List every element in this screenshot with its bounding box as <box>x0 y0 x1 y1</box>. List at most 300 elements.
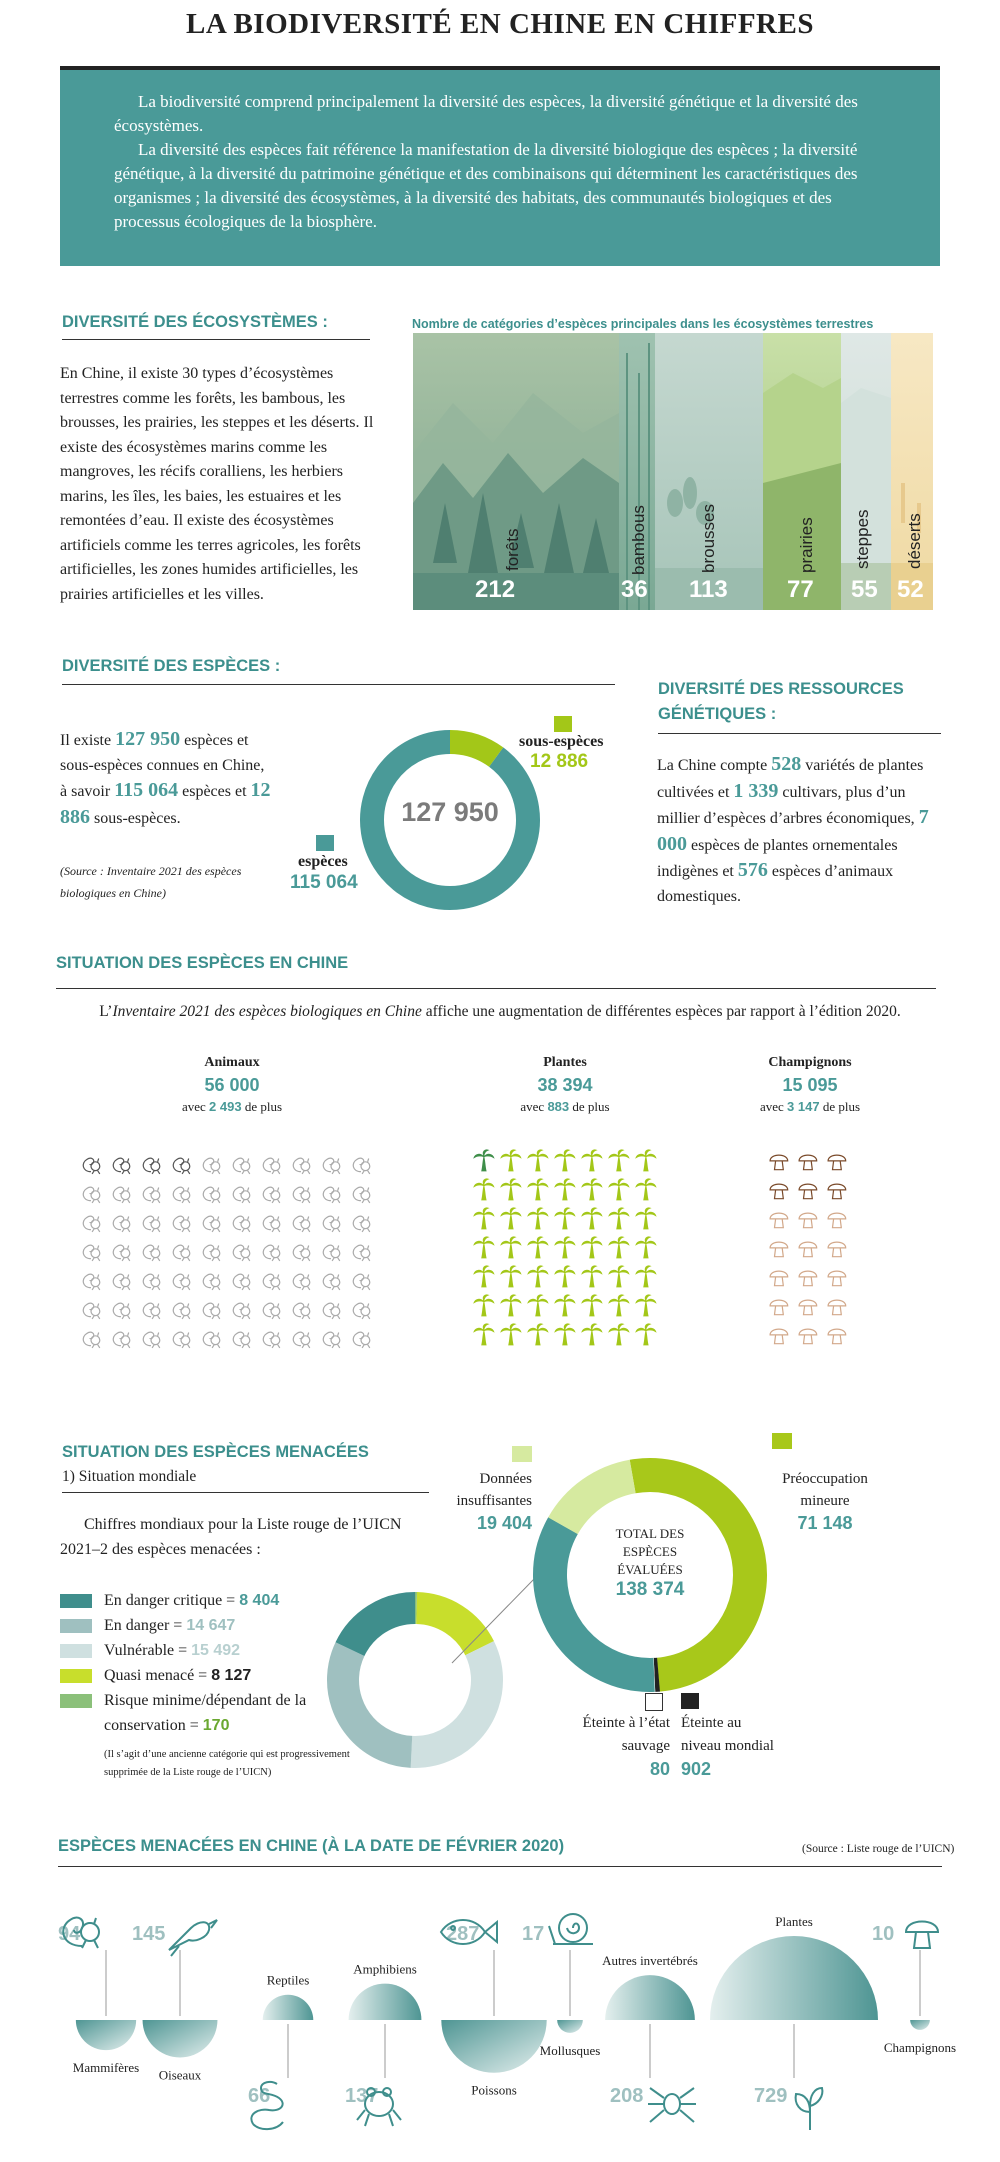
palm-tree-icon <box>582 1237 602 1258</box>
squirrel-icon <box>233 1187 250 1203</box>
squirrel-icon <box>323 1245 340 1261</box>
group-animaux-total: 56 000 <box>204 1075 260 1095</box>
palm-tree-icon <box>609 1295 629 1316</box>
squirrel-icon <box>263 1158 280 1174</box>
value-label-6: 208 <box>610 2085 644 2107</box>
palm-tree-icon <box>609 1237 629 1258</box>
squirrel-icon <box>293 1187 310 1203</box>
snail-icon <box>549 1914 593 1944</box>
palm-tree-icon <box>636 1295 656 1316</box>
squirrel-icon <box>143 1332 160 1348</box>
palm-tree-icon <box>555 1324 575 1345</box>
legend-row-quasi <box>60 1663 360 1688</box>
squirrel-icon <box>353 1303 370 1319</box>
squirrel-icon <box>203 1332 220 1348</box>
label-preoccupation-2: mineure <box>800 1493 850 1509</box>
squirrel-icon <box>353 1332 370 1348</box>
palm-tree-icon <box>636 1150 656 1171</box>
squirrel-icon <box>293 1216 310 1232</box>
squirrel-icon <box>113 1216 130 1232</box>
mushroom-icon <box>828 1213 846 1228</box>
squirrel-icon <box>203 1158 220 1174</box>
palm-tree-icon <box>528 1324 548 1345</box>
label-eteinte-sauvage-2: sauvage <box>621 1738 670 1754</box>
squirrel-icon <box>203 1245 220 1261</box>
genetic-number-4: 576 <box>737 859 768 881</box>
squirrel-icon <box>143 1216 160 1232</box>
category-label-7: Plantes <box>775 1914 813 1929</box>
palm-tree-icon <box>528 1266 548 1287</box>
group-animaux <box>177 1055 287 1115</box>
bar-value-prairies: 77 <box>787 576 814 603</box>
palm-tree-icon <box>582 1179 602 1200</box>
bar-brousses <box>655 333 763 610</box>
value-label-7: 729 <box>754 2085 788 2107</box>
situation-heading: SITUATION DES ESPÈCES EN CHINE <box>56 954 349 972</box>
bar-value-bambous: 36 <box>621 576 648 603</box>
palm-tree-icon <box>528 1237 548 1258</box>
label-donnees <box>400 1468 532 1534</box>
group-animaux-post: de plus <box>241 1099 283 1114</box>
squirrel-icon <box>83 1332 100 1348</box>
squirrel-icon <box>293 1303 310 1319</box>
legend-row-critique <box>60 1588 360 1613</box>
china-heading: ESPÈCES MENACÉES EN CHINE (À LA DATE DE FÉVRIER 2020) <box>58 1837 565 1855</box>
legend-especes-label: espèces <box>298 853 348 870</box>
squirrel-icon <box>203 1274 220 1290</box>
squirrel-icon <box>323 1187 340 1203</box>
legend-value-danger: 14 647 <box>186 1617 236 1634</box>
squirrel-icon <box>113 1274 130 1290</box>
bar-label-forets: forêts <box>503 528 522 571</box>
species-heading: DIVERSITÉ DES ESPÈCES : <box>62 657 281 675</box>
group-champignons-plus: 3 147 <box>787 1099 820 1114</box>
palm-tree-icon <box>501 1324 521 1345</box>
label-eteinte-sauvage <box>555 1712 670 1781</box>
mushroom-icon <box>828 1271 846 1286</box>
fungi-icon-grid <box>765 1145 865 1355</box>
category-label-5: Mollusques <box>539 2042 601 2058</box>
species-text-2: espèces et sous-espèces connues en Chine, à savoir <box>60 732 265 800</box>
squirrel-icon <box>353 1187 370 1203</box>
palm-tree-icon <box>528 1295 548 1316</box>
mushroom-icon <box>770 1242 788 1257</box>
center-total: 138 374 <box>615 1579 685 1600</box>
squirrel-icon <box>323 1274 340 1290</box>
squirrel-icon <box>323 1158 340 1174</box>
category-label-4: Poissons <box>471 2082 517 2098</box>
legend-swatch-danger <box>60 1619 92 1633</box>
half-circle-5 <box>557 2020 583 2033</box>
species-text <box>60 727 275 831</box>
squirrel-icon <box>263 1245 280 1261</box>
palm-tree-icon <box>555 1295 575 1316</box>
palm-tree-icon <box>501 1208 521 1229</box>
intro-box <box>60 70 940 266</box>
squirrel-icon <box>113 1158 130 1174</box>
mushroom-icon <box>828 1242 846 1257</box>
genetic-number-3: 7 000 <box>657 806 929 855</box>
sprout-icon <box>796 2088 823 2130</box>
palm-tree-icon <box>582 1295 602 1316</box>
value-preoccupation: 71 148 <box>797 1513 853 1533</box>
palm-tree-icon <box>501 1179 521 1200</box>
group-plantes-post: de plus <box>569 1099 610 1114</box>
group-champignons-total: 15 095 <box>782 1075 838 1095</box>
legend-sous-especes-label: sous-espèces <box>519 733 604 750</box>
mushroom-icon <box>770 1184 788 1199</box>
palm-tree-icon <box>474 1179 494 1200</box>
animals-icon-grid <box>70 1145 390 1355</box>
species-number: 115 064 <box>114 779 179 801</box>
squirrel-icon <box>203 1216 220 1232</box>
squirrel-icon <box>173 1303 190 1319</box>
threatened-sub: 1) Situation mondiale <box>62 1468 197 1485</box>
half-circle-2 <box>263 1995 314 2020</box>
genetic-heading-2: GÉNÉTIQUES : <box>658 705 777 723</box>
squirrel-icon <box>353 1274 370 1290</box>
palm-tree-icon <box>501 1237 521 1258</box>
squirrel-icon <box>83 1303 100 1319</box>
genetic-heading-1: DIVERSITÉ DES RESSOURCES <box>658 680 904 698</box>
intro-paragraph-2: La diversité des espèces fait référence la manifestation de la diversité biologique des espèces ; la diversité génétique, à la diversité du patrimoine génétique et des combinaisons qui déterminent les caractéristiques des organismes ; la diversité des écosystèmes, à la diversité des habitats, des communautés biologiques et des processus écologiques de la biosphère. <box>114 140 858 231</box>
palm-tree-icon <box>528 1179 548 1200</box>
ecosystem-chart <box>413 333 933 610</box>
mushroom-icon <box>828 1300 846 1315</box>
group-animaux-pre: avec <box>181 1099 210 1114</box>
bar-label-steppes: steppes <box>853 509 872 569</box>
squirrel-icon <box>233 1158 250 1174</box>
squirrel-icon <box>203 1303 220 1319</box>
squirrel-icon <box>113 1245 130 1261</box>
squirrel-icon <box>173 1216 190 1232</box>
half-circle-7 <box>710 1936 878 2020</box>
mushroom-icon <box>828 1155 846 1170</box>
squirrel-icon <box>143 1187 160 1203</box>
squirrel-icon <box>173 1274 190 1290</box>
legend-label-critique: En danger critique = <box>104 1592 240 1609</box>
legend-label-quasi: Quasi menacé = <box>104 1667 212 1684</box>
value-label-4: 287 <box>446 1923 480 1945</box>
squirrel-icon <box>263 1274 280 1290</box>
label-donnees-1: Données <box>479 1471 532 1487</box>
squirrel-icon <box>143 1274 160 1290</box>
threatened-legend <box>60 1588 360 1738</box>
swatch-eteinte-sauvage <box>645 1693 663 1711</box>
squirrel-icon <box>113 1187 130 1203</box>
group-plantes-total: 38 394 <box>537 1075 593 1095</box>
group-champignons-name: Champignons <box>768 1055 852 1070</box>
threatened-note: (Il s’agit d’une ancienne catégorie qui est progressivement supprimée de la Liste rouge de l’UICN) <box>104 1749 350 1778</box>
mushroom-icon <box>906 1922 938 1949</box>
half-circle-4 <box>441 2020 546 2073</box>
squirrel-icon <box>353 1216 370 1232</box>
big-donut-center <box>595 1525 705 1599</box>
palm-tree-icon <box>636 1266 656 1287</box>
squirrel-icon <box>83 1274 100 1290</box>
legend-value-minime: 170 <box>202 1717 230 1734</box>
squirrel-icon <box>233 1274 250 1290</box>
swatch-preoccupation <box>772 1433 792 1449</box>
legend-label-minime: Risque minime/dépendant de la conservation = <box>104 1692 307 1734</box>
legend-swatch-minime <box>60 1694 92 1708</box>
palm-tree-icon <box>636 1324 656 1345</box>
squirrel-icon <box>143 1245 160 1261</box>
palm-tree-icon <box>609 1150 629 1171</box>
value-label-2: 66 <box>248 2085 271 2107</box>
center-line-2: ESPÈCES <box>622 1544 678 1559</box>
threatened-heading: SITUATION DES ESPÈCES MENACÉES <box>62 1443 369 1461</box>
palm-tree-icon <box>609 1266 629 1287</box>
palm-tree-icon <box>528 1150 548 1171</box>
bar-forets <box>413 333 619 610</box>
bar-label-brousses: brousses <box>699 504 718 573</box>
palm-tree-icon <box>555 1208 575 1229</box>
palm-tree-icon <box>528 1208 548 1229</box>
genetic-text-3: cultivars, plus d’un millier d’espèces d’arbres économiques, <box>657 783 919 827</box>
group-plantes <box>510 1055 620 1115</box>
species-rule <box>62 684 615 685</box>
category-label-2: Reptiles <box>266 1972 310 1988</box>
half-circle-6 <box>605 1975 695 2020</box>
threatened-intro: Chiffres mondiaux pour la Liste rouge de l’UICN 2021–2 des espèces menacées : <box>60 1516 402 1558</box>
label-eteinte-sauvage-1: Éteinte à l’état <box>582 1715 670 1731</box>
squirrel-icon <box>173 1158 190 1174</box>
bar-label-deserts: déserts <box>905 513 924 569</box>
palm-tree-icon <box>474 1266 494 1287</box>
mushroom-icon <box>799 1155 817 1170</box>
mushroom-icon <box>799 1300 817 1315</box>
label-eteinte-mondial <box>681 1712 821 1781</box>
label-eteinte-mondial-1: Éteinte au <box>681 1715 742 1731</box>
genetic-text-2: variétés de plantes cultivées et <box>657 757 924 801</box>
situation-sub-italic: Inventaire 2021 des espèces biologiques en Chine <box>112 1003 422 1020</box>
mushroom-icon <box>770 1329 788 1344</box>
legend-especes-swatch <box>316 835 334 851</box>
palm-tree-icon <box>555 1266 575 1287</box>
genetic-text-1: La Chine compte <box>657 757 772 774</box>
bar-deserts <box>891 333 933 610</box>
squirrel-icon <box>233 1245 250 1261</box>
subspecies-number: 12 886 <box>60 779 271 828</box>
donut-center-total: 127 950 <box>401 797 499 827</box>
ecosystems-heading: DIVERSITÉ DES ÉCOSYSTÈMES : <box>62 313 328 331</box>
intro-paragraph-1: La biodiversité comprend principalement la diversité des espèces, la diversité génétique et la diversité des écosystèmes. <box>114 92 858 135</box>
legend-sous-especes-value: 12 886 <box>530 751 589 772</box>
mushroom-icon <box>828 1184 846 1199</box>
value-label-8: 10 <box>872 1923 895 1945</box>
species-text-1: Il existe <box>60 732 116 749</box>
palm-tree-icon <box>474 1150 494 1171</box>
situation-sub-pre: L’ <box>99 1003 113 1020</box>
mushroom-icon <box>770 1213 788 1228</box>
squirrel-icon <box>143 1158 160 1174</box>
spider-icon <box>648 2088 696 2122</box>
squirrel-icon <box>263 1332 280 1348</box>
squirrel-icon <box>293 1158 310 1174</box>
bird-icon <box>169 1920 217 1956</box>
palm-tree-icon <box>609 1179 629 1200</box>
squirrel-icon <box>173 1332 190 1348</box>
species-text-3: espèces et <box>178 783 251 800</box>
ecosystems-rule <box>62 339 370 340</box>
plants-icon-grid <box>470 1145 670 1355</box>
squirrel-icon <box>83 1216 100 1232</box>
value-label-5: 17 <box>522 1923 545 1945</box>
palm-tree-icon <box>636 1237 656 1258</box>
squirrel-icon <box>83 1245 100 1261</box>
situation-sub-post: affiche une augmentation de différentes espèces par rapport à l’édition 2020. <box>421 1003 901 1020</box>
group-champignons-post: de plus <box>819 1099 861 1114</box>
palm-tree-icon <box>609 1208 629 1229</box>
bar-steppes <box>841 333 891 610</box>
threatened-rule <box>62 1492 429 1493</box>
label-eteinte-mondial-2: niveau mondial <box>681 1738 774 1754</box>
value-label-0: 94 <box>58 1923 81 1945</box>
category-label-1: Oiseaux <box>158 2067 202 2083</box>
squirrel-icon <box>233 1216 250 1232</box>
genetic-text-4: espèces de plantes ornementales indigènes et <box>657 836 898 880</box>
mushroom-icon <box>770 1271 788 1286</box>
mushroom-icon <box>799 1242 817 1257</box>
legend-swatch-quasi <box>60 1669 92 1683</box>
value-label-3: 137 <box>345 2085 379 2107</box>
palm-tree-icon <box>555 1237 575 1258</box>
group-animaux-name: Animaux <box>204 1055 260 1070</box>
genetic-text <box>657 752 942 909</box>
legend-label-vulnerable: Vulnérable = <box>104 1642 192 1659</box>
bar-bambous <box>619 333 655 610</box>
label-preoccupation-1: Préoccupation <box>782 1471 868 1487</box>
palm-tree-icon <box>636 1179 656 1200</box>
bar-label-prairies: prairies <box>797 517 816 573</box>
genetic-number-1: 528 <box>771 753 802 775</box>
group-plantes-name: Plantes <box>543 1055 587 1070</box>
mushroom-icon <box>799 1213 817 1228</box>
mushroom-icon <box>799 1184 817 1199</box>
bar-value-steppes: 55 <box>851 576 878 603</box>
palm-tree-icon <box>474 1295 494 1316</box>
squirrel-icon <box>83 1187 100 1203</box>
label-preoccupation <box>750 1468 900 1534</box>
genetic-number-2: 1 339 <box>733 779 779 802</box>
species-source: (Source : Inventaire 2021 des espèces biologiques en Chine) <box>60 864 242 900</box>
page-title: LA BIODIVERSITÉ EN CHINE EN CHIFFRES <box>186 8 814 40</box>
china-rule <box>58 1866 942 1867</box>
value-eteinte-mondial: 902 <box>681 1759 712 1779</box>
palm-tree-icon <box>474 1324 494 1345</box>
palm-tree-icon <box>555 1179 575 1200</box>
mushroom-icon <box>799 1329 817 1344</box>
squirrel-icon <box>233 1303 250 1319</box>
legend-value-quasi: 8 127 <box>211 1667 252 1684</box>
palm-tree-icon <box>582 1150 602 1171</box>
palm-tree-icon <box>474 1237 494 1258</box>
palm-tree-icon <box>582 1208 602 1229</box>
squirrel-icon <box>323 1216 340 1232</box>
squirrel-icon <box>263 1187 280 1203</box>
mushroom-icon <box>799 1271 817 1286</box>
center-line-3: ÉVALUÉES <box>617 1562 683 1577</box>
palm-tree-icon <box>474 1208 494 1229</box>
squirrel-icon <box>113 1332 130 1348</box>
legend-value-vulnerable: 15 492 <box>191 1642 241 1659</box>
ecosystems-text: En Chine, il existe 30 types d’écosystèmes terrestres comme les forêts, les bambous, les brousses, les prairies, les steppes et les déserts. Il existe des écosystèmes marins comme les mangroves, les récifs coralliens, les herbiers marins, les îles, les baies, les estuaires et les remontées d’eau. Il existe des écosystèmes artificiels comme les terres agricoles, les forêts artificielles, les zones humides artificielles, les prairies artificielles et les villes. <box>60 365 374 603</box>
palm-tree-icon <box>636 1208 656 1229</box>
palm-tree-icon <box>555 1150 575 1171</box>
squirrel-icon <box>143 1303 160 1319</box>
group-animaux-plus: 2 493 <box>209 1099 242 1114</box>
bar-value-deserts: 52 <box>897 576 924 603</box>
half-circle-3 <box>349 1984 422 2020</box>
squirrel-icon <box>83 1158 100 1174</box>
genetic-text-5: espèces d’animaux domestiques. <box>657 863 894 905</box>
squirrel-icon <box>233 1332 250 1348</box>
mushroom-icon <box>770 1300 788 1315</box>
china-source: (Source : Liste rouge de l’UICN) <box>802 1843 955 1855</box>
legend-row-danger <box>60 1613 360 1638</box>
half-circle-0 <box>76 2020 136 2050</box>
bar-value-forets: 212 <box>475 576 516 603</box>
label-donnees-2: insuffisantes <box>456 1493 532 1509</box>
palm-tree-icon <box>609 1324 629 1345</box>
squirrel-icon <box>293 1332 310 1348</box>
legend-value-critique: 8 404 <box>239 1592 280 1609</box>
value-donnees: 19 404 <box>476 1513 532 1533</box>
palm-tree-icon <box>582 1266 602 1287</box>
species-text-4: sous-espèces. <box>90 809 181 827</box>
legend-swatch-critique <box>60 1594 92 1608</box>
squirrel-icon <box>113 1303 130 1319</box>
genetic-rule <box>658 733 941 734</box>
mushroom-icon <box>828 1329 846 1344</box>
squirrel-icon <box>173 1187 190 1203</box>
palm-tree-icon <box>501 1295 521 1316</box>
squirrel-icon <box>353 1158 370 1174</box>
legend-especes-value: 115 064 <box>290 872 358 893</box>
legend-row-minime <box>60 1688 360 1738</box>
situation-subtitle <box>0 1003 1000 1021</box>
mushroom-icon <box>770 1155 788 1170</box>
squirrel-icon <box>293 1274 310 1290</box>
center-line-1: TOTAL DES <box>615 1526 685 1541</box>
half-circle-1 <box>143 2020 218 2057</box>
species-total-number: 127 950 <box>115 728 181 750</box>
category-label-8: Champignons <box>883 2039 957 2055</box>
squirrel-icon <box>263 1216 280 1232</box>
squirrel-icon <box>353 1245 370 1261</box>
swatch-donnees <box>512 1446 532 1462</box>
bar-label-bambous: bambous <box>629 505 648 575</box>
palm-tree-icon <box>501 1266 521 1287</box>
squirrel-icon <box>323 1303 340 1319</box>
category-label-6: Autres invertébrés <box>602 1953 698 1969</box>
group-plantes-plus: 883 <box>547 1099 570 1114</box>
legend-sous-especes-swatch <box>554 716 572 732</box>
category-label-3: Amphibiens <box>353 1961 417 1977</box>
squirrel-icon <box>293 1245 310 1261</box>
bar-value-brousses: 113 <box>689 576 728 603</box>
palm-tree-icon <box>501 1150 521 1171</box>
squirrel-icon <box>173 1245 190 1261</box>
palm-tree-icon <box>582 1324 602 1345</box>
situation-rule <box>56 988 936 989</box>
squirrel-icon <box>323 1332 340 1348</box>
squirrel-icon <box>203 1187 220 1203</box>
legend-row-vulnerable <box>60 1638 360 1663</box>
value-label-1: 145 <box>132 1923 166 1945</box>
group-champignons <box>755 1055 865 1115</box>
